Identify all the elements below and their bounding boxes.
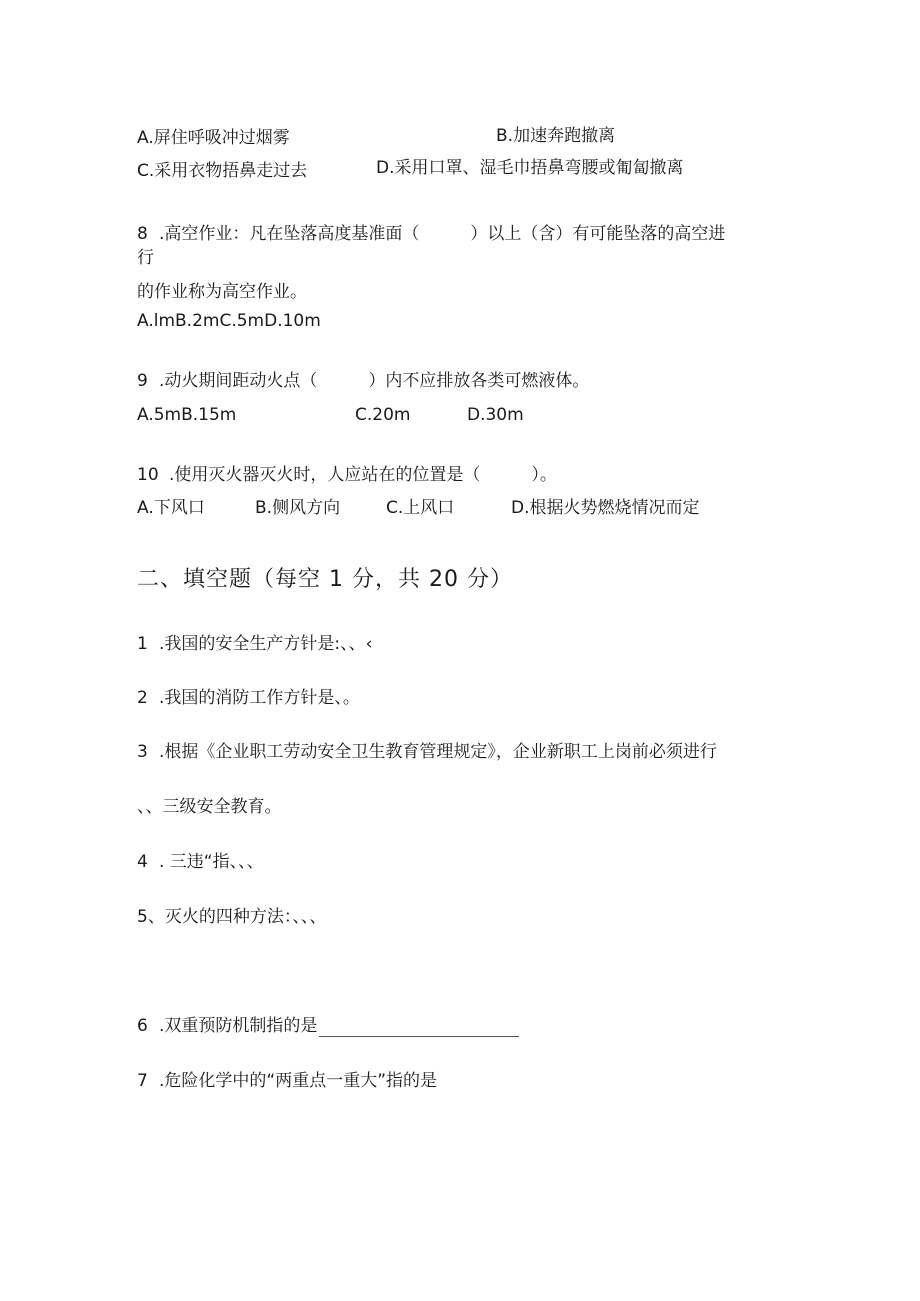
fill-item-3: [137, 741, 717, 763]
q10-option-a: A.下风口: [137, 498, 205, 518]
fill-1-text: .我国的安全生产方针是:、、‹: [159, 634, 373, 654]
q9-option-d: D.30m: [467, 405, 524, 425]
section2-title: 二、填空题（每空 1 分，共 20 分）: [137, 567, 513, 592]
fill-6-answer-blank[interactable]: [319, 1020, 519, 1037]
q7-option-b: B.加速奔跑撤离: [496, 126, 616, 146]
fill-4-text: . 三违“指、、、: [159, 852, 264, 872]
fill-7-number: 7: [137, 1071, 148, 1091]
q9-option-ab: A.5mB.15m: [137, 405, 237, 425]
q8-options: A.lmB.2mC.5mD.10m: [137, 311, 321, 331]
fill-item-5: 5、灭火的四种方法：、、、: [137, 907, 327, 927]
q8-line1: [137, 223, 725, 245]
q9-number: 9: [137, 371, 148, 391]
fill-item-2: [137, 687, 360, 709]
fill-6-number: 6: [137, 1016, 148, 1036]
fill-item-3-continued: 、、三级安全教育。: [137, 797, 282, 817]
fill-2-number: 2: [137, 688, 148, 708]
fill-3-text: .根据《企业职工劳动安全卫生教育管理规定》，企业新职工上岗前必须进行: [159, 742, 717, 762]
fill-item-6: [137, 1015, 519, 1037]
q9-option-c: C.20m: [355, 405, 411, 425]
q7-option-a: A.屏住呼吸冲过烟雾: [137, 128, 290, 148]
fill-1-number: 1: [137, 634, 148, 654]
fill-3-number: 3: [137, 742, 148, 762]
fill-item-7: [137, 1070, 437, 1092]
fill-4-number: 4: [137, 852, 148, 872]
fill-7-text: .危险化学中的“两重点一重大”指的是: [159, 1071, 438, 1091]
q10-option-c: C.上风口: [386, 498, 455, 518]
q8-text-line1: .高空作业：凡在坠落高度基准面（ ）以上（含）有可能坠落的高空进: [159, 224, 726, 244]
fill-item-1: [137, 633, 372, 655]
q10-option-b: B.侧风方向: [255, 498, 341, 518]
q8-text-line3: 的作业称为高空作业。: [137, 282, 307, 302]
fill-6-text: .双重预防机制指的是: [159, 1016, 318, 1036]
q10-option-d: D.根据火势燃烧情况而定: [511, 498, 700, 518]
q8-number: 8: [137, 224, 148, 244]
q10-number: 10: [137, 465, 159, 485]
q9-line: [137, 370, 589, 392]
q8-text-line2: 行: [137, 248, 154, 268]
q7-option-d: D.采用口罩、湿毛巾捂鼻弯腰或匍匐撤离: [376, 158, 684, 178]
q7-option-c: C.采用衣物捂鼻走过去: [137, 161, 308, 181]
q10-line: [137, 464, 557, 486]
fill-2-text: .我国的消防工作方针是、。: [159, 688, 360, 708]
fill-item-4: [137, 851, 264, 873]
q10-text: .使用灭火器灭火时，人应站在的位置是（ ）。: [169, 465, 557, 485]
q9-text: .动火期间距动火点（ ）内不应排放各类可燃液体。: [159, 371, 590, 391]
